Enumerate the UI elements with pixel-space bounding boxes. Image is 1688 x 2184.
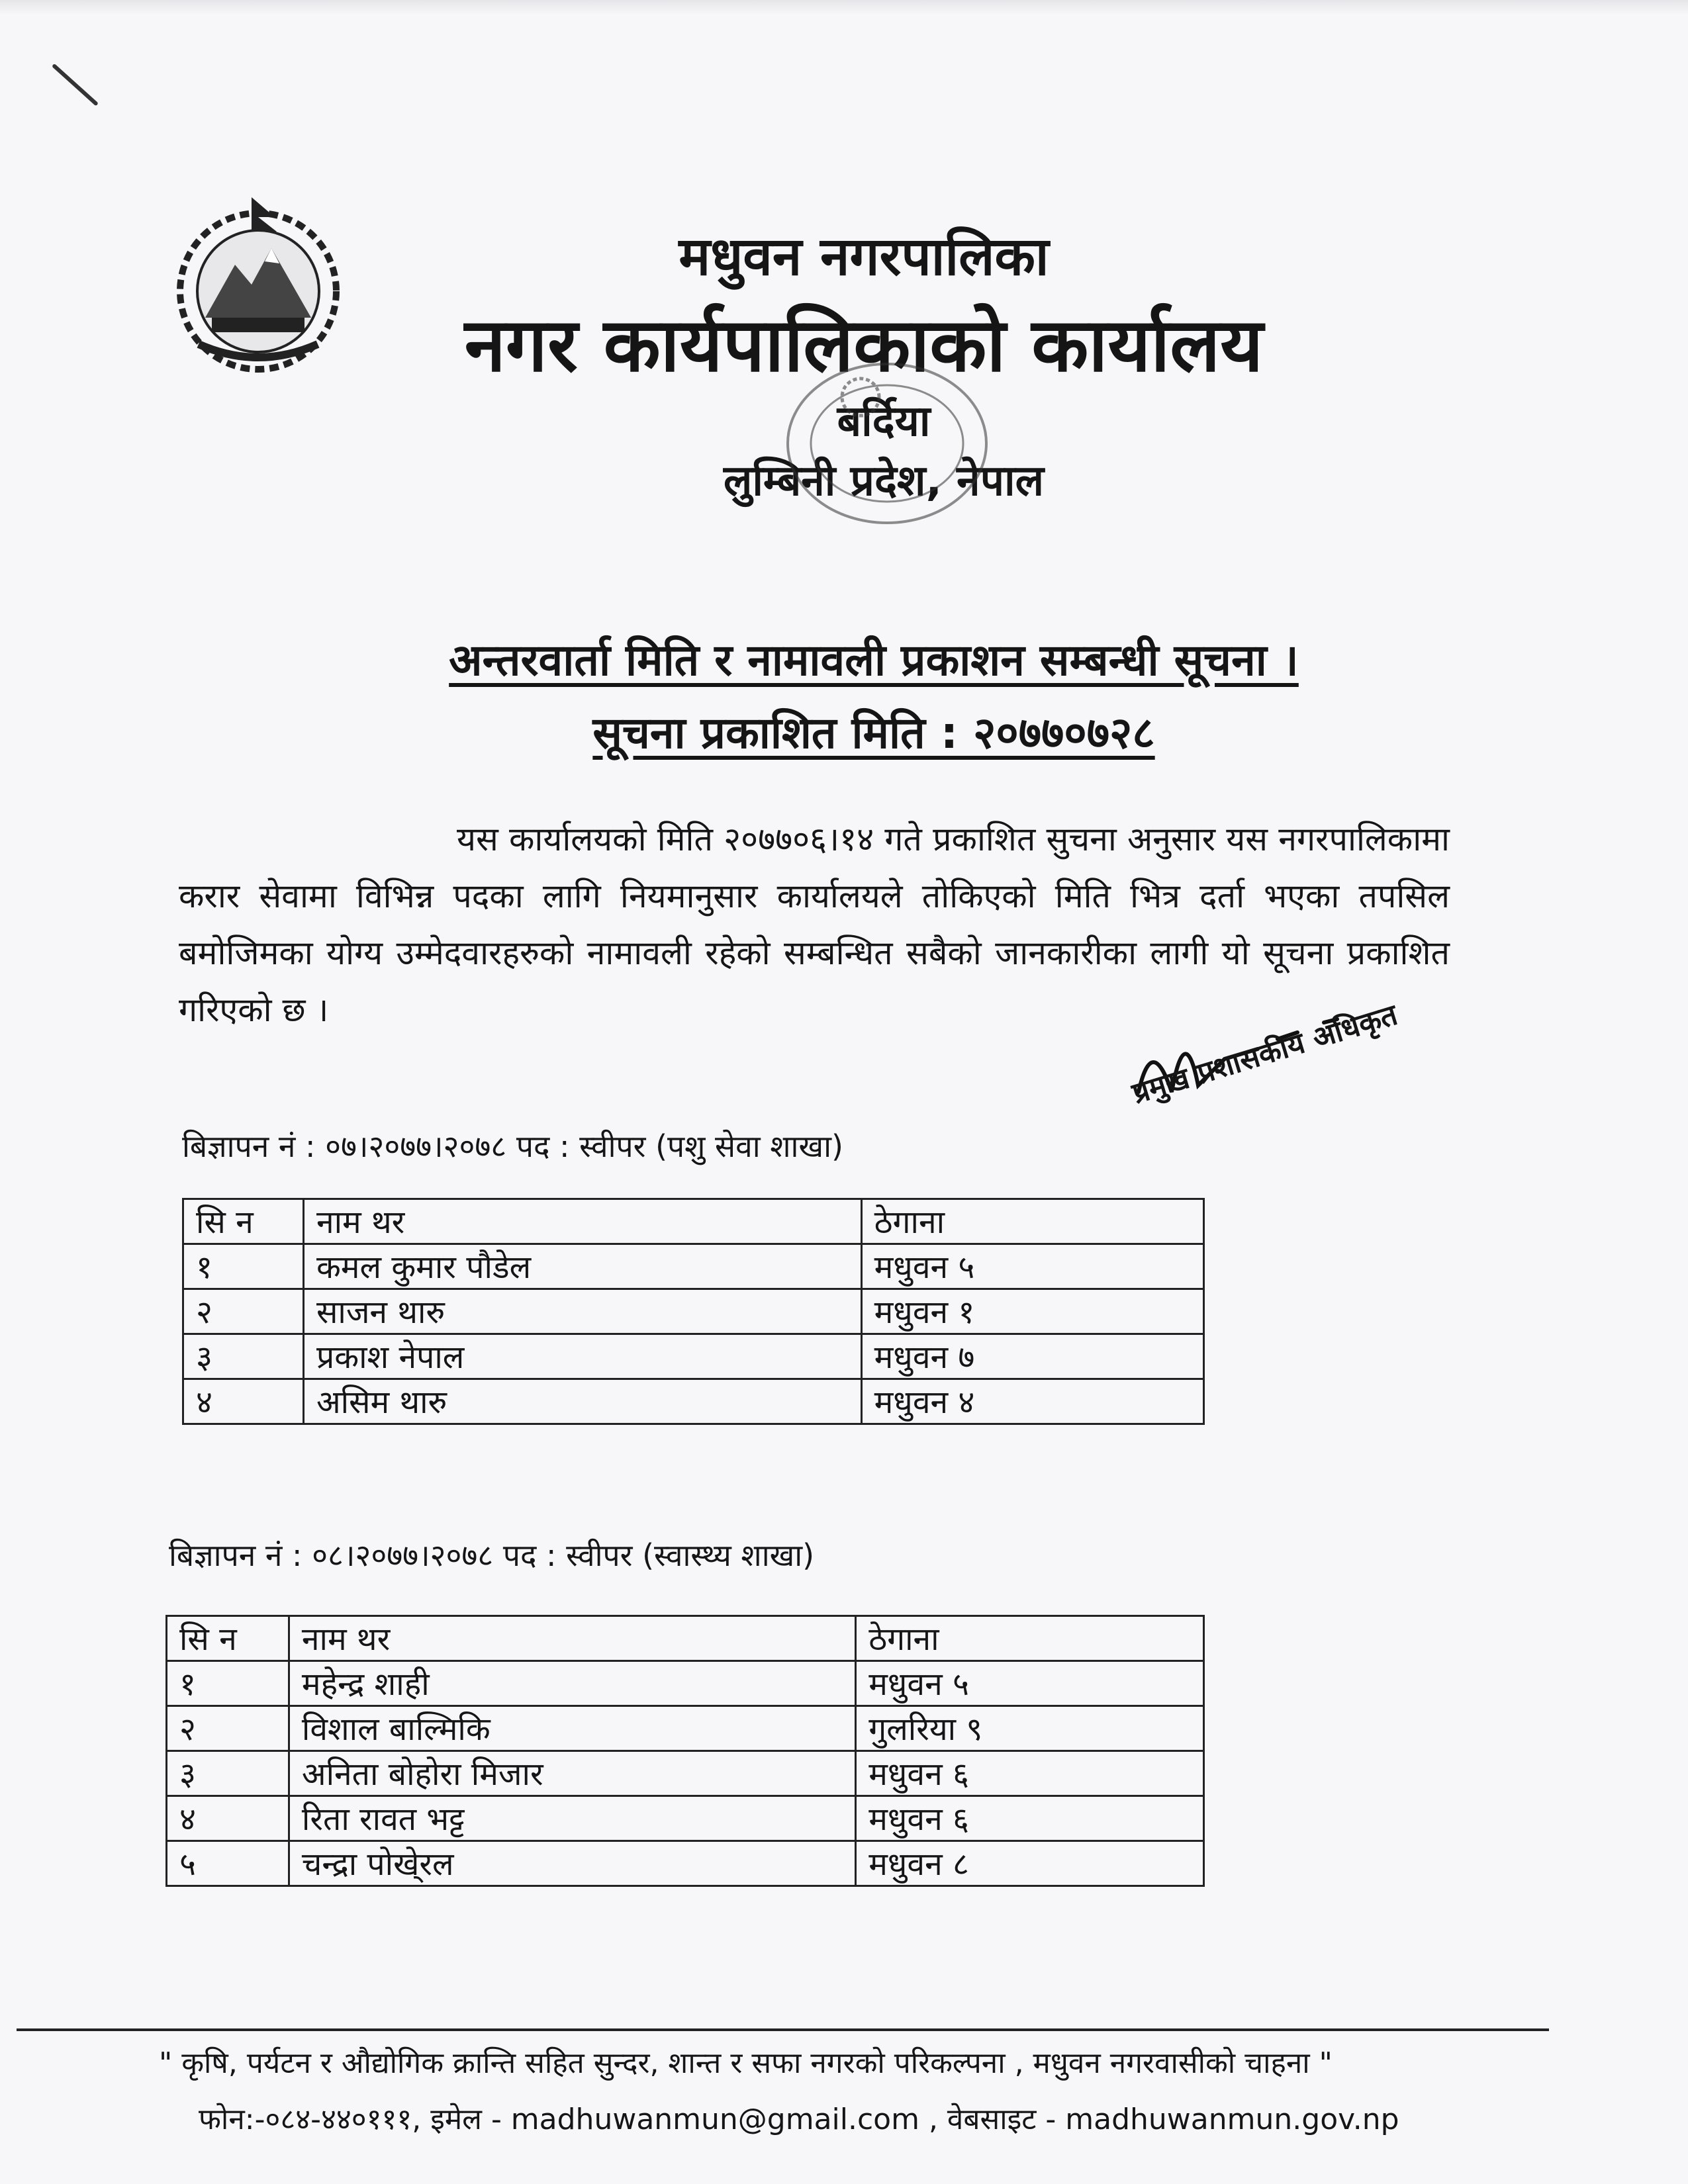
header-address: ठेगाना <box>856 1616 1204 1661</box>
header-name: नाम थर <box>303 1199 861 1244</box>
cell-name: विशाल बाल्मिकि <box>289 1706 855 1751</box>
municipality-name: मधुवन नगरपालिका <box>679 226 1049 287</box>
header-serial: सि न <box>167 1616 289 1661</box>
cell-address: मधुवन १ <box>861 1289 1203 1334</box>
province-name: लुम्बिनी प्रदेश, नेपाल <box>723 457 1045 506</box>
cell-address: मधुवन ७ <box>861 1334 1203 1379</box>
cell-name: असिम थारु <box>303 1379 861 1424</box>
cell-address: मधुवन ६ <box>856 1796 1204 1841</box>
cell-address: मधुवन ५ <box>861 1244 1203 1289</box>
cell-name: कमल कुमार पौडेल <box>303 1244 861 1289</box>
office-name: नगर कार्यपालिकाको कार्यालय <box>464 302 1264 388</box>
cell-serial: २ <box>167 1706 289 1751</box>
cell-serial: ४ <box>183 1379 304 1424</box>
table-header-row <box>167 1616 1204 1661</box>
notice-body: यस कार्यालयको मिति २०७७०६।१४ गते प्रकाशित सुचना अनुसार यस नगरपालिकामा करार सेवामा विभिन्न पदका लागि नियमानुसार कार्यालयले तोकिएको मिति भित्र दर्ता भएका तपसिल बमोजिमका योग्य उम्मेदवारहरुको नामावली रहेको सम्बन्धित सबैको जानकारीका लागी यो सूचना प्रकाशित गरिएको छ । <box>179 820 1450 1029</box>
district-name: बर्दिया <box>837 397 931 446</box>
cell-name: अनिता बोहोरा मिजार <box>289 1751 855 1796</box>
cell-name: प्रकाश नेपाल <box>303 1334 861 1379</box>
cell-serial: १ <box>183 1244 304 1289</box>
table-row <box>183 1334 1204 1379</box>
cell-address: गुलरिया ९ <box>856 1706 1204 1751</box>
header-name: नाम थर <box>289 1616 855 1661</box>
cell-name: चन्द्रा पोखे्रल <box>289 1841 855 1886</box>
table-row <box>167 1796 1204 1841</box>
cell-name: महेन्द्र शाही <box>289 1661 855 1706</box>
cell-serial: ३ <box>167 1751 289 1796</box>
scan-edge <box>0 0 1688 15</box>
cell-serial: ३ <box>183 1334 304 1379</box>
notice-published-date: सूचना प्रकाशित मिति : २०७७०७२८ <box>592 707 1155 758</box>
table-row <box>183 1379 1204 1424</box>
cell-serial: २ <box>183 1289 304 1334</box>
cell-address: मधुवन ८ <box>856 1841 1204 1886</box>
cell-serial: ५ <box>167 1841 289 1886</box>
advertisement-line-1: बिज्ञापन नं : ०७।२०७७।२०७८ पद : स्वीपर (पशु सेवा शाखा) <box>182 1128 843 1164</box>
cell-serial: १ <box>167 1661 289 1706</box>
footer-contact: फोन:-०८४-४४०१११, इमेल - madhuwanmun@gmail.com , वेबसाइट - madhuwanmun.gov.np <box>199 2103 1399 2136</box>
table-row <box>167 1841 1204 1886</box>
table-row <box>167 1661 1204 1706</box>
candidate-table-1 <box>182 1198 1205 1425</box>
cell-address: मधुवन ५ <box>856 1661 1204 1706</box>
table-row <box>167 1751 1204 1796</box>
notice-title: अन्तरवार्ता मिति र नामावली प्रकाशन सम्बन्धी सूचना । <box>449 635 1299 686</box>
header-serial: सि न <box>183 1199 304 1244</box>
signatory-title: प्रमुख प्रशासकीय अधिकृत <box>1128 997 1401 1111</box>
advertisement-line-2: बिज्ञापन नं : ०८।२०७७।२०७८ पद : स्वीपर (स्वास्थ्य शाखा) <box>169 1537 815 1573</box>
cell-name: साजन थारु <box>303 1289 861 1334</box>
table-row <box>183 1244 1204 1289</box>
cell-address: मधुवन ६ <box>856 1751 1204 1796</box>
office-stamp-icon <box>774 344 1000 543</box>
cell-address: मधुवन ४ <box>861 1379 1203 1424</box>
pen-mark <box>52 64 99 107</box>
candidate-table-2 <box>165 1615 1205 1887</box>
table-header-row <box>183 1199 1204 1244</box>
table-row <box>167 1706 1204 1751</box>
footer-slogan: " कृषि, पर्यटन र औद्योगिक क्रान्ति सहित सुन्दर, शान्त र सफा नगरको परिकल्पना , मधुवन नगरवासीको चाहना " <box>159 2046 1333 2080</box>
table-row <box>183 1289 1204 1334</box>
footer-divider <box>17 2028 1549 2031</box>
cell-serial: ४ <box>167 1796 289 1841</box>
header-address: ठेगाना <box>861 1199 1203 1244</box>
cell-name: रिता रावत भट्ट <box>289 1796 855 1841</box>
